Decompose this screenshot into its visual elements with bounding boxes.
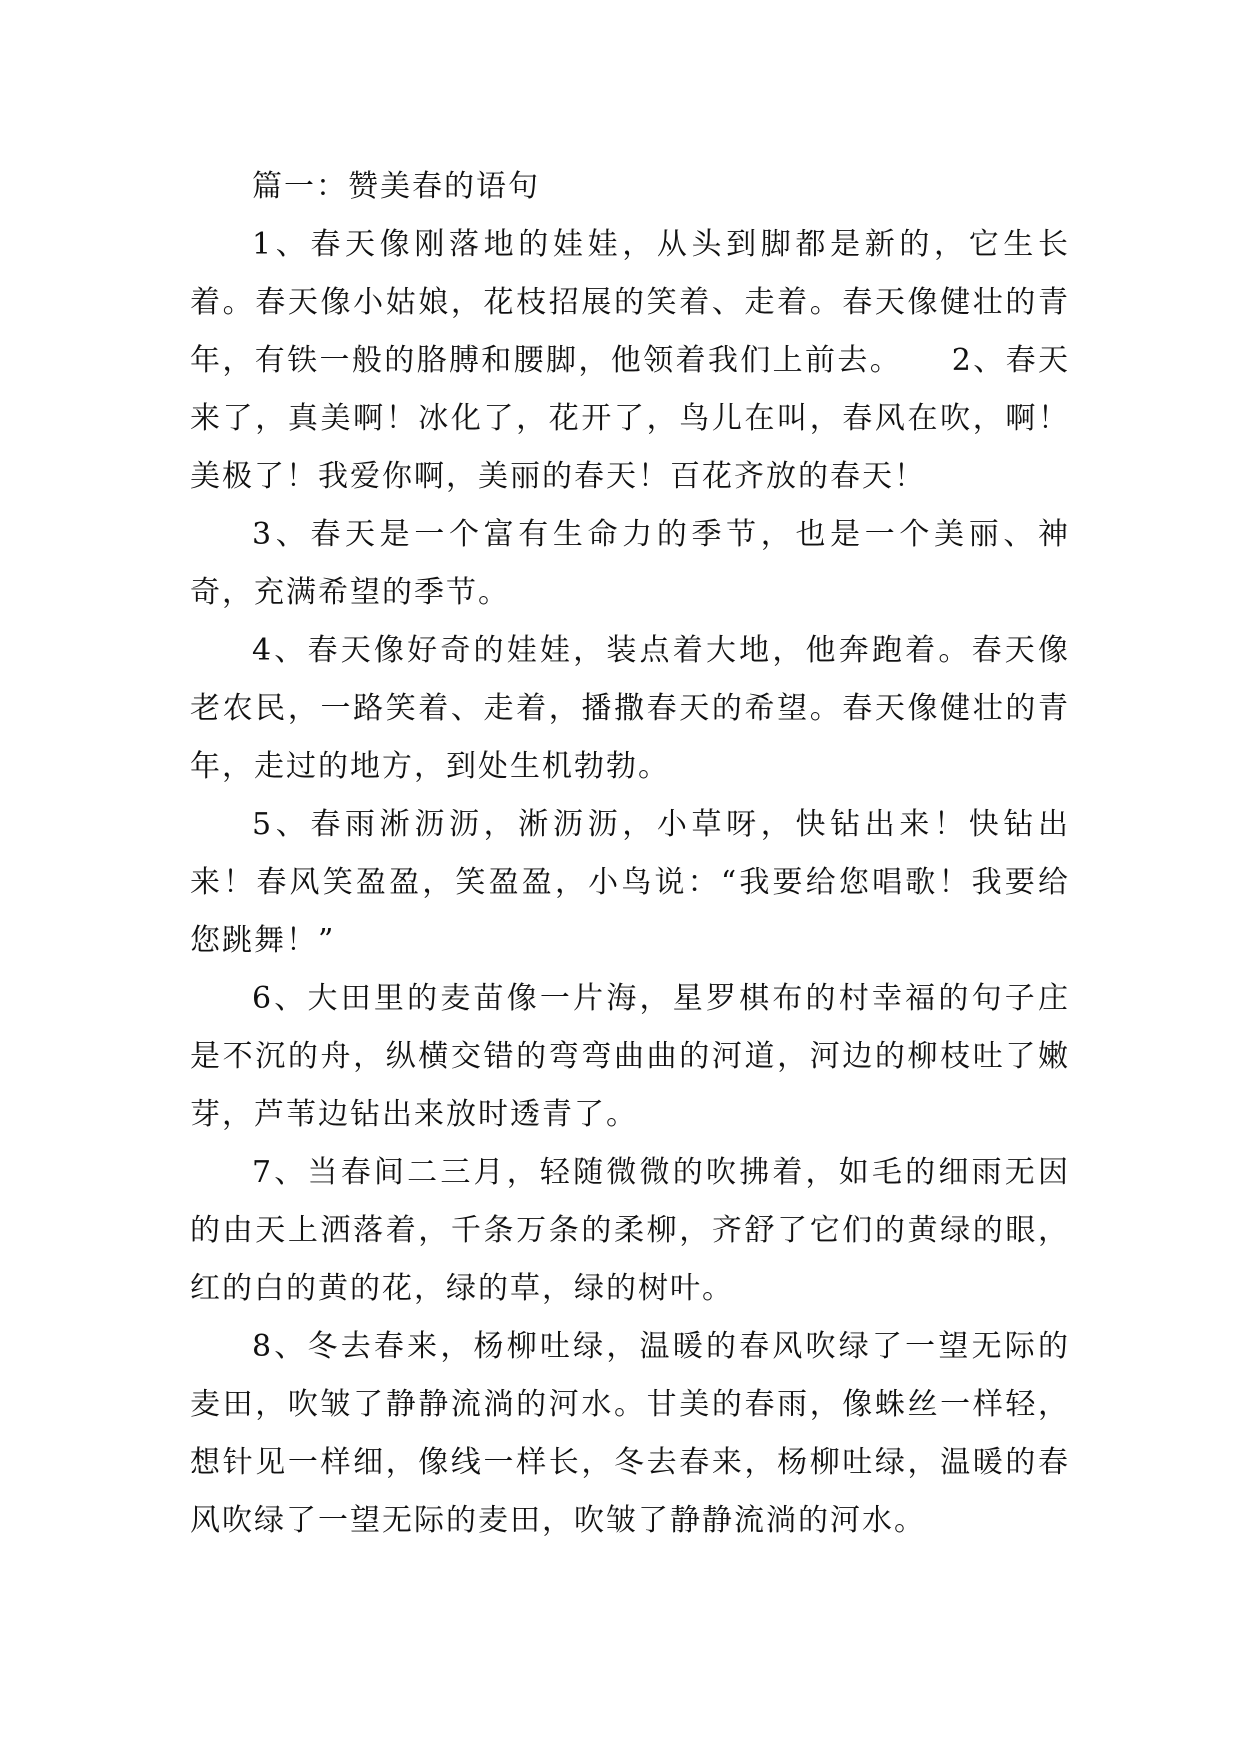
paragraph-1: 1、春天像刚落地的娃娃，从头到脚都是新的，它生长着。春天像小姑娘，花枝招展的笑着、走着。春天像健壮的青年，有铁一般的胳膊和腰脚，他领着我们上前去。 2、春天来了，真美啊！冰化了，花开了，鸟儿在叫，春风在吹，啊！美极了！我爱你啊，美丽的春天！百花齐放的春天！ [190,227,1070,494]
paragraph-6: 6、大田里的麦苗像一片海，星罗棋布的村幸福的句子庄是不沉的舟，纵横交错的弯弯曲曲的河道，河边的柳枝吐了嫩芽，芦苇边钻出来放时透青了。 [190,981,1070,1132]
paragraph-8: 8、冬去春来，杨柳吐绿，温暖的春风吹绿了一望无际的麦田，吹皱了静静流淌的河水。甘美的春雨，像蛛丝一样轻，想针见一样细，像线一样长，冬去春来，杨柳吐绿，温暖的春风吹绿了一望无际的麦田，吹皱了静静流淌的河水。 [190,1329,1070,1538]
paragraph-4: 4、春天像好奇的娃娃，装点着大地，他奔跑着。春天像老农民，一路笑着、走着，播撒春天的希望。春天像健壮的青年，走过的地方，到处生机勃勃。 [190,633,1070,784]
document-body [190,158,1070,1550]
paragraph-5: 5、春雨淅沥沥，淅沥沥，小草呀，快钻出来！快钻出来！春风笑盈盈，笑盈盈，小鸟说：“我要给您唱歌！我要给您跳舞！” [190,807,1070,958]
paragraph-7: 7、当春间二三月，轻随微微的吹拂着，如毛的细雨无因的由天上洒落着，千条万条的柔柳，齐舒了它们的黄绿的眼，红的白的黄的花，绿的草，绿的树叶。 [190,1155,1070,1306]
paragraph-3: 3、春天是一个富有生命力的季节，也是一个美丽、神奇，充满希望的季节。 [190,517,1070,610]
document-title: 篇一：赞美春的语句 [252,169,540,204]
